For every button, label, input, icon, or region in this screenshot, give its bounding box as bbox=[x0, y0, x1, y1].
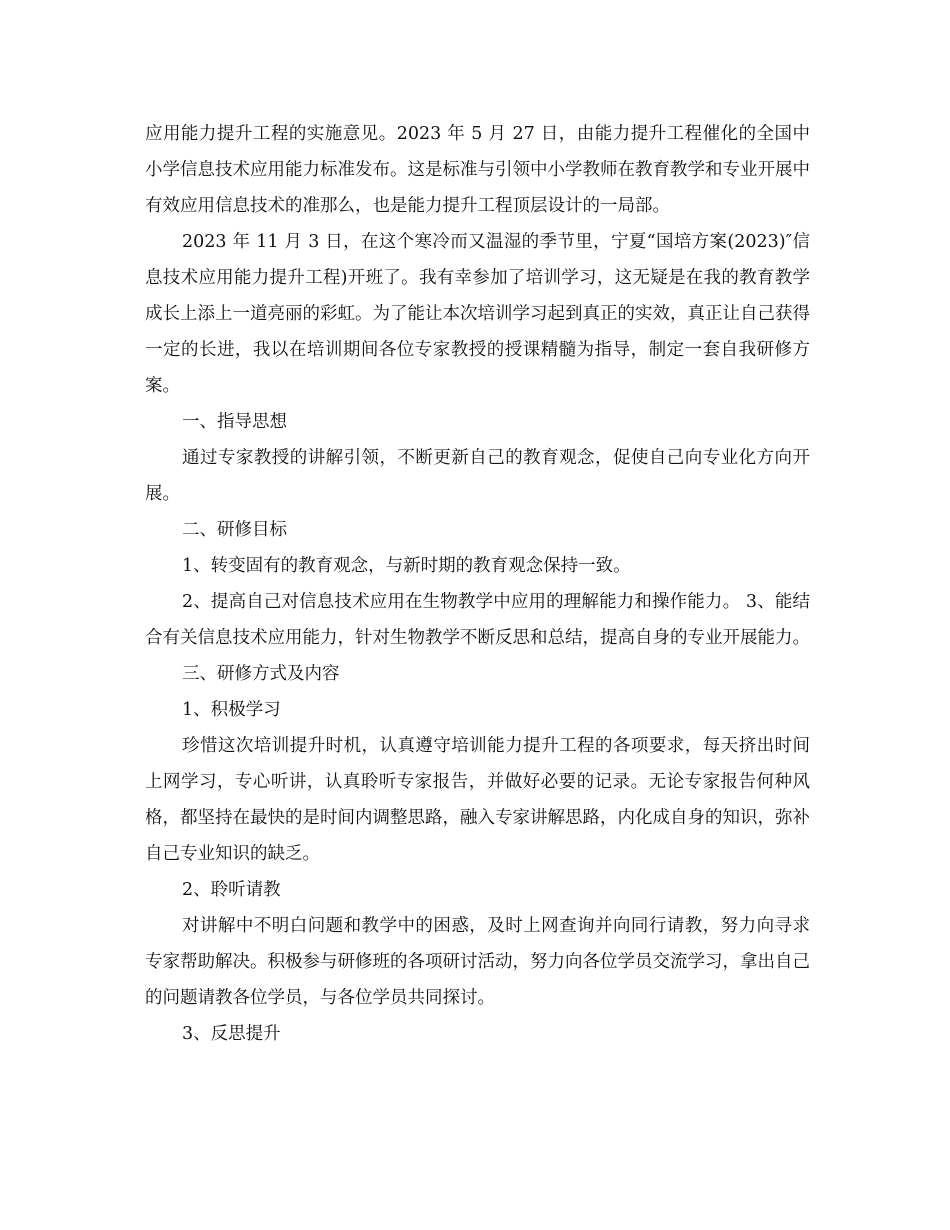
paragraph-guiding-thought: 通过专家教授的讲解引领，不断更新自己的教育观念，促使自己向专业化方向开展。 bbox=[145, 448, 810, 504]
subheading-listen-consult: 2、聆听请教 bbox=[182, 880, 281, 900]
document-body bbox=[145, 116, 810, 1052]
paragraph-listen-consult: 对讲解中不明白问题和教学中的困惑，及时上网查询并向同行请教，努力向寻求专家帮助解决。积极参与研修班的各项研讨活动，努力向各位学员交流学习，拿出自己的问题请教各位学员，与各位学员共同探讨。 bbox=[145, 916, 810, 1008]
paragraph-opening: 2023 年 11 月 3 日，在这个寒冷而又温湿的季节里，宁夏“国培方案(2023)″信息技术应用能力提升工程)开班了。我有幸参加了培训学习，这无疑是在我的教育教学成长上添上一道亮丽的彩虹。为了能让本次培训学习起到真正的实效，真正让自己获得一定的长进，我以在培训期间各位专家教授的授课精髓为指导，制定一套自我研修方案。 bbox=[145, 232, 810, 396]
paragraph-active-learning: 珍惜这次培训提升时机，认真遵守培训能力提升工程的各项要求，每天挤出时间上网学习，专心听讲，认真聆听专家报告，并做好必要的记录。无论专家报告何种风格，都坚持在最快的是时间内调整思路，融入专家讲解思路，内化成自身的知识，弥补自己专业知识的缺乏。 bbox=[145, 736, 810, 864]
goal-item-2-3: 2、提高自己对信息技术应用在生物教学中应用的理解能力和操作能力。 3、能结合有关信息技术应用能力，针对生物教学不断反思和总结，提高自身的专业开展能力。 bbox=[145, 592, 810, 648]
subheading-reflect-improve: 3、反思提升 bbox=[182, 1024, 281, 1044]
section-heading-methods: 三、研修方式及内容 bbox=[182, 664, 340, 684]
section-heading-guiding-thought: 一、指导思想 bbox=[182, 412, 287, 432]
paragraph-continuation: 应用能力提升工程的实施意见。2023 年 5 月 27 日，由能力提升工程催化的全国中小学信息技术应用能力标准发布。这是标准与引领中小学教师在教育教学和专业开展中有效应用信息技术的准那么，也是能力提升工程顶层设计的一局部。 bbox=[145, 124, 810, 216]
subheading-active-learning: 1、积极学习 bbox=[182, 700, 281, 720]
goal-item-1: 1、转变固有的教育观念，与新时期的教育观念保持一致。 bbox=[182, 556, 631, 576]
section-heading-goals: 二、研修目标 bbox=[182, 520, 287, 540]
